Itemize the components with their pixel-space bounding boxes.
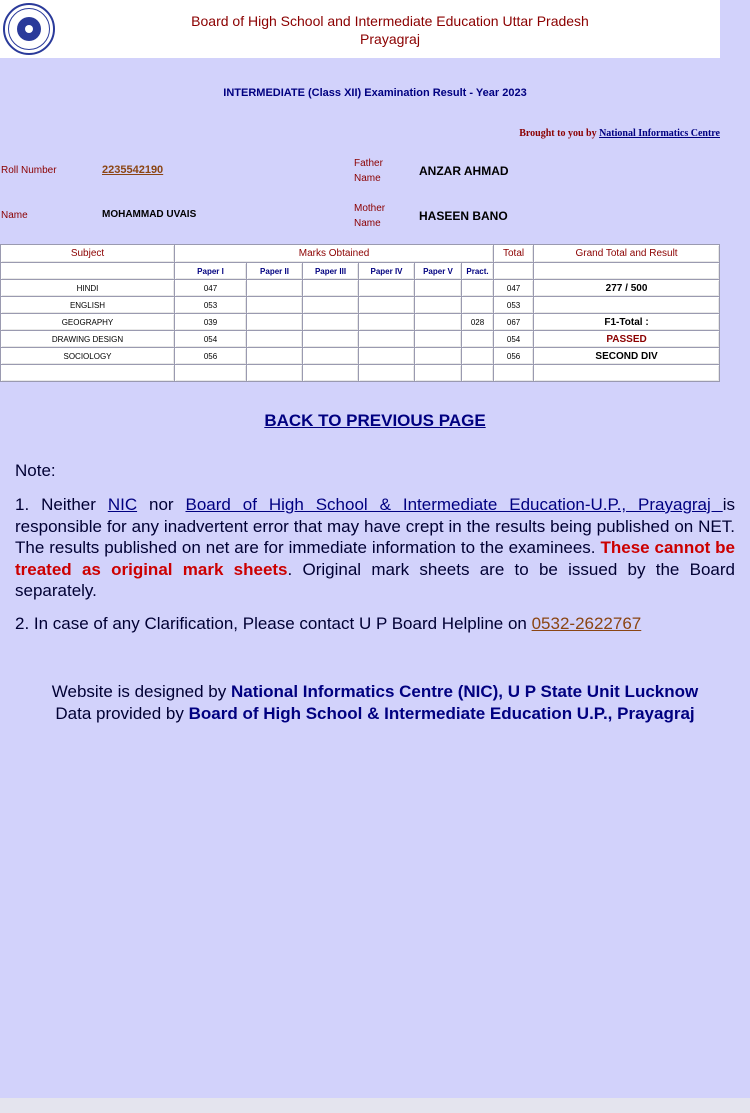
table-row	[1, 331, 719, 347]
father-name-value: ANZAR AHMAD	[419, 164, 509, 178]
total-header: Total	[494, 245, 533, 262]
table-row	[1, 348, 719, 364]
paper-2-cell	[247, 297, 302, 313]
paper-3-cell	[303, 297, 358, 313]
board-title: Board of High School and Intermediate Education Uttar Pradesh	[191, 13, 589, 29]
paper-4-header: Paper IV	[359, 263, 414, 279]
paper-4-cell	[359, 297, 414, 313]
paper-5-cell	[415, 331, 461, 347]
total-cell: 047	[494, 280, 533, 296]
paper-5-cell	[415, 348, 461, 364]
note-item-1: 1. Neither NIC nor Board of High School & Intermediate Education-U.P., Prayagraj is responsible for any inadvertent error that may have crept in the results being published on NET. The results published on net are for immediate information to the examinees. These cannot be treated as original mark sheets. Original mark sheets are to be issued by the Board separately.	[15, 495, 736, 600]
paper-1-cell: 054	[175, 331, 246, 347]
subject-cell: HINDI	[1, 280, 174, 296]
father-name-label: Father Name	[354, 158, 383, 184]
practical-cell	[462, 331, 493, 347]
practical-header: Pract.	[462, 263, 493, 279]
paper-2-header: Paper II	[247, 263, 302, 279]
credit-line	[519, 128, 720, 139]
marks-table	[0, 244, 720, 382]
paper-1-cell: 053	[175, 297, 246, 313]
helpline-phone-link[interactable]: 0532-2622767	[531, 614, 642, 633]
paper-5-cell	[415, 280, 461, 296]
mother-name-value: HASEEN BANO	[419, 209, 508, 223]
up-board-logo-icon	[3, 3, 55, 55]
paper-4-cell	[359, 314, 414, 330]
table-row	[1, 297, 719, 313]
board-link[interactable]: Board of High School & Intermediate Education-U.P., Prayagraj	[185, 495, 723, 514]
total-cell: 054	[494, 331, 533, 347]
subject-cell: DRAWING DESIGN	[1, 331, 174, 347]
subject-header: Subject	[1, 245, 174, 262]
practical-cell	[462, 297, 493, 313]
practical-cell	[462, 348, 493, 364]
subject-cell: ENGLISH	[1, 297, 174, 313]
roll-number-value: 2235542190	[102, 164, 164, 176]
credit-prefix: Brought to you by	[519, 128, 600, 139]
paper-2-cell	[247, 280, 302, 296]
table-row	[1, 280, 719, 296]
subject-cell: GEOGRAPHY	[1, 314, 174, 330]
note-title: Note:	[15, 461, 56, 480]
paper-1-cell: 056	[175, 348, 246, 364]
paper-1-cell: 039	[175, 314, 246, 330]
division-value: SECOND DIV	[534, 348, 719, 364]
total-cell: 067	[494, 314, 533, 330]
paper-1-cell: 047	[175, 280, 246, 296]
warning-text: These cannot be treated as original mark sheets	[15, 538, 736, 579]
paper-3-cell	[303, 348, 358, 364]
site-header	[0, 0, 720, 58]
total-cell: 053	[494, 297, 533, 313]
back-to-previous-page-link[interactable]: BACK TO PREVIOUS PAGE	[264, 411, 486, 430]
note-item-2: 2. In case of any Clarification, Please contact U P Board Helpline on 0532-2622767	[15, 614, 642, 633]
grand-result-cell	[534, 297, 719, 313]
roll-number-label: Roll Number	[1, 165, 57, 176]
mother-name-label: Mother Name	[354, 203, 386, 229]
practical-cell	[462, 280, 493, 296]
paper-5-header: Paper V	[415, 263, 461, 279]
paper-3-cell	[303, 280, 358, 296]
table-header-row	[1, 245, 719, 262]
data-provider-name: Board of High School & Intermediate Education U.P., Prayagraj	[188, 703, 695, 723]
grand-total-value: 277 / 500	[534, 280, 719, 296]
data-provided-line: Data provided by Board of High School & Intermediate Education U.P., Prayagraj	[55, 703, 695, 723]
designed-by-line: Website is designed by National Informatics Centre (NIC), U P State Unit Lucknow	[51, 682, 699, 701]
paper-4-cell	[359, 348, 414, 364]
name-label: Name	[1, 210, 28, 221]
nic-credit-link[interactable]: National Informatics Centre	[599, 128, 720, 139]
paper-4-cell	[359, 331, 414, 347]
designer-name: National Informatics Centre (NIC), U P State Unit Lucknow	[230, 682, 699, 701]
paper-2-cell	[247, 348, 302, 364]
table-row	[1, 314, 719, 330]
board-city: Prayagraj	[360, 31, 420, 47]
nic-link[interactable]: NIC	[107, 495, 138, 514]
paper-3-header: Paper III	[303, 263, 358, 279]
marks-obtained-header: Marks Obtained	[175, 245, 493, 262]
paper-4-cell	[359, 280, 414, 296]
paper-5-cell	[415, 297, 461, 313]
student-name-value: MOHAMMAD UVAIS	[102, 209, 197, 220]
bottom-strip	[0, 1098, 750, 1113]
paper-2-cell	[247, 331, 302, 347]
site-footer	[15, 681, 735, 724]
practical-cell: 028	[462, 314, 493, 330]
paper-1-header: Paper I	[175, 263, 246, 279]
table-row-empty	[1, 365, 719, 381]
result-status: PASSED	[534, 331, 719, 347]
paper-3-cell	[303, 331, 358, 347]
f1-total-label: F1-Total :	[534, 314, 719, 330]
grand-total-header: Grand Total and Result	[534, 245, 719, 262]
paper-2-cell	[247, 314, 302, 330]
exam-title: INTERMEDIATE (Class XII) Examination Result - Year 2023	[223, 87, 527, 99]
total-cell: 056	[494, 348, 533, 364]
subject-cell: SOCIOLOGY	[1, 348, 174, 364]
paper-3-cell	[303, 314, 358, 330]
paper-5-cell	[415, 314, 461, 330]
table-subheader-row	[1, 263, 719, 279]
